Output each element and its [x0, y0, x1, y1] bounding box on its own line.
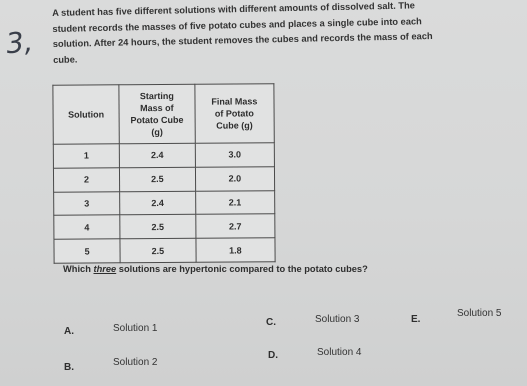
- choice-c-text[interactable]: Solution 3: [315, 314, 360, 325]
- choice-c-letter[interactable]: C.: [266, 317, 276, 328]
- stem-line: solution. After 24 hours, the student removes the cubes and records the mass of each: [52, 31, 433, 49]
- cell-final-mass: 2.7: [195, 214, 274, 238]
- header-text: Starting: [139, 90, 174, 102]
- cell-solution: 3: [54, 191, 120, 215]
- header-text: of Potato: [214, 108, 254, 119]
- header-starting-mass: [119, 84, 195, 144]
- question-stem: [52, 0, 523, 68]
- choice-e-text[interactable]: Solution 5: [457, 308, 502, 319]
- cell-final-mass: 1.8: [196, 238, 275, 262]
- question-emphasis: three: [93, 264, 117, 274]
- choice-d-letter[interactable]: D.: [268, 350, 278, 361]
- cell-starting-mass: 2.4: [119, 143, 195, 167]
- cell-final-mass: 2.1: [195, 190, 274, 214]
- choice-e-letter[interactable]: E.: [411, 314, 421, 325]
- choice-a-text[interactable]: Solution 1: [113, 323, 158, 334]
- question-number: 3,: [4, 24, 35, 61]
- cell-solution: 1: [53, 144, 119, 168]
- choice-b-letter[interactable]: B.: [64, 362, 74, 373]
- cell-solution: 2: [53, 168, 119, 192]
- header-text: Mass of: [140, 102, 174, 114]
- cell-starting-mass: 2.4: [120, 191, 196, 215]
- cell-final-mass: 3.0: [195, 143, 274, 167]
- table-row: [53, 143, 274, 168]
- table-row: [53, 167, 274, 192]
- potato-mass-table: [52, 83, 275, 264]
- prompt-question: [63, 264, 368, 274]
- stem-line: cube.: [53, 53, 78, 65]
- stem-line: student records the masses of five potato cubes and places a single cube into each: [52, 15, 422, 34]
- header-text: Final Mass: [211, 96, 258, 107]
- header-text: Potato Cube: [130, 114, 184, 126]
- question-text-after: solutions are hypertonic compared to the potato cubes?: [116, 264, 368, 274]
- question-text-before: Which: [63, 264, 94, 274]
- table-row: [54, 190, 275, 215]
- stem-line: A student has five different solutions with different amounts of dissolved salt. The: [52, 0, 415, 18]
- cell-starting-mass: 2.5: [120, 238, 196, 262]
- cell-starting-mass: 2.5: [120, 215, 196, 239]
- cell-final-mass: 2.0: [195, 167, 274, 191]
- choice-a-letter[interactable]: A.: [64, 326, 74, 337]
- header-text: (g): [151, 127, 163, 138]
- cell-solution: 4: [54, 215, 120, 239]
- cell-starting-mass: 2.5: [119, 167, 195, 191]
- choice-b-text[interactable]: Solution 2: [113, 357, 158, 368]
- header-text: Cube (g): [216, 120, 253, 131]
- header-text: Solution: [68, 109, 105, 120]
- cell-solution: 5: [54, 239, 120, 263]
- header-final-mass: [195, 84, 275, 144]
- header-solution: [53, 85, 119, 144]
- table-header-row: [53, 84, 274, 145]
- table-row: [54, 238, 275, 263]
- choice-d-text[interactable]: Solution 4: [317, 347, 362, 358]
- table-row: [54, 214, 275, 239]
